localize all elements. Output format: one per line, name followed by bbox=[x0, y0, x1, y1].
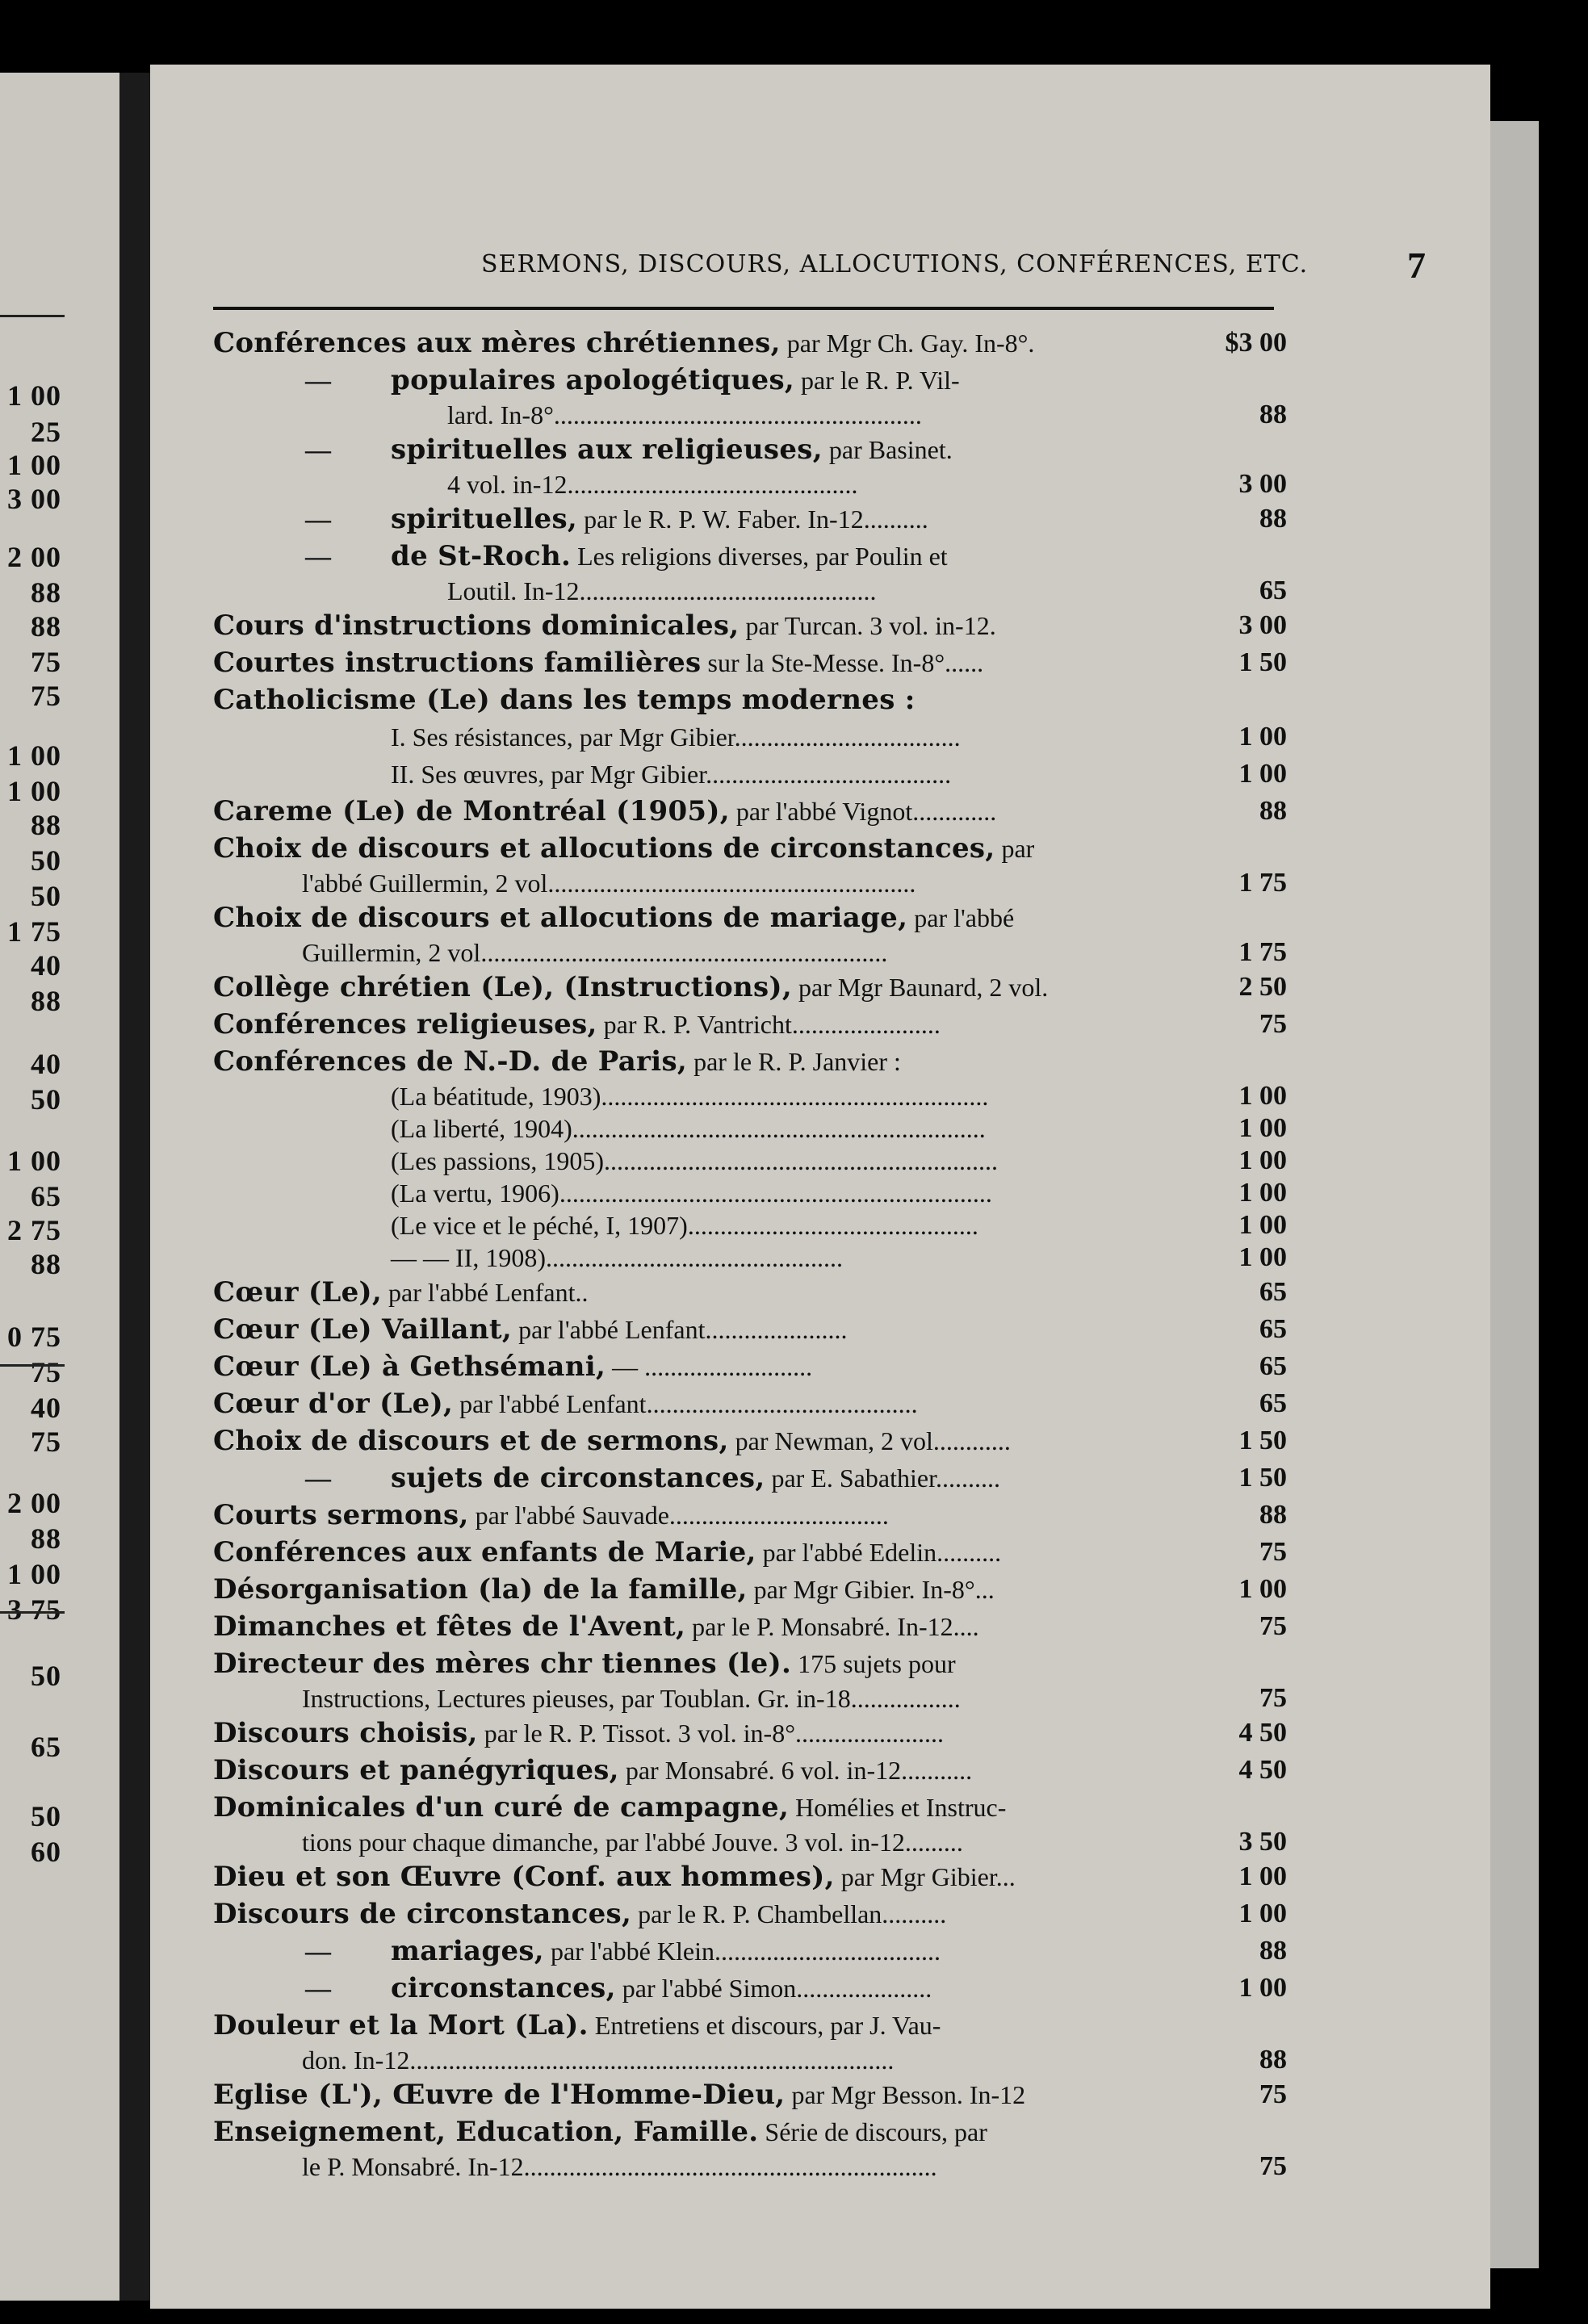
entry-title: Cours d'instructions dominicales, bbox=[213, 609, 740, 642]
catalog-entry bbox=[213, 1895, 1287, 1932]
entry-title: Discours et panégyriques, bbox=[213, 1754, 619, 1786]
entry-title: Collège chrétien (Le), (Instructions), bbox=[213, 971, 792, 1003]
entry-description: par le R. P. Chambellan.......... bbox=[631, 1899, 947, 1928]
entry-title: Choix de discours et allocutions de mariage, bbox=[213, 902, 908, 934]
ditto-dash: — bbox=[305, 435, 331, 464]
entry-description: par l'abbé Vignot............. bbox=[729, 797, 997, 826]
entry-price: 75 bbox=[1259, 1611, 1287, 1641]
left-price: 40 bbox=[31, 949, 61, 982]
catalog-entry bbox=[213, 1534, 1287, 1571]
left-price: 75 bbox=[31, 646, 61, 678]
entry-description: par le R. P. W. Faber. In-12.......... bbox=[577, 505, 928, 534]
left-price: 2 00 bbox=[7, 541, 61, 573]
entry-title: Conférences religieuses, bbox=[213, 1008, 597, 1041]
entry-description: le P. Monsabré. In-12................................................................ bbox=[302, 2152, 937, 2181]
entry-description: (La béatitude, 1903)............................................................ bbox=[391, 1082, 989, 1111]
entry-description: l'abbé Guillermin, 2 vol......................................................... bbox=[302, 869, 916, 898]
entry-title: Courtes instructions familières bbox=[213, 647, 702, 679]
entry-price: 88 bbox=[1259, 2045, 1287, 2075]
entry-description: Guillermin, 2 vol............................................................... bbox=[302, 938, 888, 967]
left-price: 50 bbox=[31, 1800, 61, 1832]
catalog-entry bbox=[213, 644, 1287, 681]
catalog-entry bbox=[213, 1177, 1287, 1209]
left-price: 2 75 bbox=[7, 1214, 61, 1246]
entry-price: 65 bbox=[1259, 1388, 1287, 1418]
ditto-dash: — bbox=[305, 366, 331, 395]
entry-description: (Le vice et le péché, I, 1907)............................................. bbox=[391, 1211, 978, 1240]
left-price: 88 bbox=[31, 1248, 61, 1280]
entry-title: populaires apologétiques, bbox=[391, 364, 795, 396]
entry-price: 88 bbox=[1259, 1500, 1287, 1530]
running-title: SERMONS, DISCOURS, ALLOCUTIONS, CONFÉRENCES, ETC. bbox=[481, 250, 1309, 278]
catalog-entry bbox=[213, 681, 1287, 718]
entry-description: Les religions diverses, par Poulin et bbox=[571, 542, 948, 571]
entry-title: Dominicales d'un curé de campagne, bbox=[213, 1791, 790, 1824]
entry-price: 1 50 bbox=[1238, 1426, 1287, 1455]
entry-title: Cœur (Le), bbox=[213, 1276, 383, 1309]
entry-price: 2 50 bbox=[1238, 972, 1287, 1002]
catalog-entry bbox=[213, 1789, 1287, 1826]
entry-description: par Monsabré. 6 vol. in-12........... bbox=[618, 1756, 973, 1785]
entry-price: 88 bbox=[1259, 1936, 1287, 1966]
entry-description: par Turcan. 3 vol. in-12. bbox=[739, 611, 996, 640]
catalog-entry bbox=[213, 1348, 1287, 1385]
entry-price: 1 50 bbox=[1238, 1463, 1287, 1493]
entry-description: par Mgr Besson. In-12 bbox=[785, 2080, 1026, 2109]
entry-price: 75 bbox=[1259, 2079, 1287, 2109]
catalog-entry bbox=[213, 756, 1287, 793]
entry-title: Dieu et son Œuvre (Conf. aux hommes), bbox=[213, 1861, 835, 1893]
entry-description: par Mgr Ch. Gay. In-8°. bbox=[780, 329, 1035, 358]
entry-description: par le R. P. Janvier : bbox=[687, 1047, 901, 1076]
catalog-entry bbox=[213, 468, 1287, 500]
left-price: 2 00 bbox=[7, 1487, 61, 1519]
entry-price: 75 bbox=[1259, 1537, 1287, 1567]
left-price: 1 00 bbox=[7, 449, 61, 481]
left-price: 40 bbox=[31, 1048, 61, 1080]
entry-description: par l'abbé Klein................................... bbox=[543, 1937, 941, 1966]
entry-title: Cœur (Le) Vaillant, bbox=[213, 1313, 513, 1346]
entry-description: 4 vol. in-12............................................. bbox=[447, 470, 858, 499]
entry-price: 75 bbox=[1259, 2151, 1287, 2181]
entry-description: (La vertu, 1906)................................................................... bbox=[391, 1179, 992, 1208]
entry-description: I. Ses résistances, par Mgr Gibier................................... bbox=[391, 722, 961, 752]
entry-title: Conférences aux mères chrétiennes, bbox=[213, 327, 781, 359]
catalog-entry bbox=[213, 2044, 1287, 2076]
entry-title: Directeur des mères chr tiennes (le). bbox=[213, 1648, 792, 1680]
left-price: 1 00 bbox=[7, 1145, 61, 1177]
catalog-entry bbox=[213, 1274, 1287, 1311]
catalog-entry bbox=[213, 793, 1287, 830]
entry-title: de St-Roch. bbox=[391, 540, 572, 572]
catalog-entry bbox=[213, 718, 1287, 756]
entry-title: circonstances, bbox=[391, 1972, 616, 2004]
left-price: 65 bbox=[31, 1731, 61, 1763]
left-price: 75 bbox=[31, 1426, 61, 1458]
catalog-entry bbox=[213, 1422, 1287, 1459]
entry-description: par l'abbé Sauvade.................................. bbox=[468, 1501, 889, 1530]
catalog-entry bbox=[213, 1043, 1287, 1080]
entry-price: 75 bbox=[1259, 1683, 1287, 1713]
catalog-entry bbox=[213, 1145, 1287, 1177]
entry-description: (Les passions, 1905)............................................................. bbox=[391, 1146, 998, 1175]
entry-title: Conférences aux enfants de Marie, bbox=[213, 1536, 756, 1568]
catalog-entry bbox=[213, 607, 1287, 644]
entry-title: Dimanches et fêtes de l'Avent, bbox=[213, 1610, 686, 1643]
entry-price: 65 bbox=[1259, 1351, 1287, 1381]
catalog-entry bbox=[213, 500, 1287, 538]
entry-description: Entretiens et discours, par J. Vau- bbox=[588, 2011, 941, 2040]
entry-title: Careme (Le) de Montréal (1905), bbox=[213, 795, 730, 827]
left-price: 1 00 bbox=[7, 379, 61, 412]
catalog-entry bbox=[213, 1080, 1287, 1112]
entry-description: 175 sujets pour bbox=[791, 1649, 956, 1678]
catalog-entry bbox=[213, 362, 1287, 399]
entry-description: par Basinet. bbox=[822, 435, 953, 464]
entry-price: 1 00 bbox=[1238, 1081, 1287, 1111]
left-price: 65 bbox=[31, 1180, 61, 1212]
entry-title: Discours de circonstances, bbox=[213, 1898, 632, 1930]
left-price: 50 bbox=[31, 880, 61, 912]
entry-price: 1 00 bbox=[1238, 759, 1287, 789]
catalog-entry bbox=[213, 830, 1287, 867]
entry-description: Série de discours, par bbox=[758, 2117, 987, 2146]
entry-title: sujets de circonstances, bbox=[391, 1462, 765, 1494]
entry-description: par le R. P. Tissot. 3 vol. in-8°....................... bbox=[477, 1719, 944, 1748]
entry-description: — — II, 1908).............................................. bbox=[391, 1243, 843, 1272]
catalog-entry bbox=[213, 1970, 1287, 2007]
entry-title: Cœur d'or (Le), bbox=[213, 1388, 454, 1420]
left-price: 1 00 bbox=[7, 739, 61, 772]
entry-title: Catholicisme (Le) dans les temps modernes : bbox=[213, 684, 916, 716]
catalog-entry bbox=[213, 867, 1287, 899]
catalog-entry bbox=[213, 1311, 1287, 1348]
left-price: 0 75 bbox=[7, 1321, 61, 1353]
entry-description: — .......................... bbox=[605, 1352, 813, 1381]
catalog-entry bbox=[213, 1006, 1287, 1043]
catalog-entry bbox=[213, 1715, 1287, 1752]
catalog-entry bbox=[213, 1682, 1287, 1715]
entry-title: Douleur et la Mort (La). bbox=[213, 2009, 589, 2041]
left-price: 3 75 bbox=[7, 1593, 61, 1626]
left-price: 50 bbox=[31, 1083, 61, 1116]
entry-price: 1 00 bbox=[1238, 1574, 1287, 1604]
entry-price: 65 bbox=[1259, 1314, 1287, 1344]
left-price: 25 bbox=[31, 416, 61, 448]
entry-description: Loutil. In-12.............................................. bbox=[447, 576, 877, 605]
left-price: 88 bbox=[31, 809, 61, 841]
left-price: 88 bbox=[31, 576, 61, 609]
entry-price: 1 00 bbox=[1238, 1861, 1287, 1891]
entry-price: 88 bbox=[1259, 504, 1287, 534]
entry-price: 88 bbox=[1259, 400, 1287, 429]
entry-description: par bbox=[995, 834, 1035, 863]
entry-title: Courts sermons, bbox=[213, 1499, 469, 1531]
entry-description: par le R. P. Vil- bbox=[794, 366, 960, 395]
ditto-dash: — bbox=[305, 1463, 331, 1493]
entry-price: 65 bbox=[1259, 576, 1287, 605]
entry-price: 1 75 bbox=[1238, 937, 1287, 967]
left-price: 88 bbox=[31, 1522, 61, 1555]
entry-description: par l'abbé Lenfant...................... bbox=[512, 1315, 848, 1344]
entry-price: 65 bbox=[1259, 1277, 1287, 1307]
entry-price: 1 00 bbox=[1238, 1113, 1287, 1143]
left-price: 1 00 bbox=[7, 1558, 61, 1590]
left-rule bbox=[0, 1611, 65, 1614]
entry-price: 1 00 bbox=[1238, 1178, 1287, 1208]
entry-price: 1 75 bbox=[1238, 868, 1287, 898]
entry-description: par R. P. Vantricht....................... bbox=[597, 1010, 941, 1039]
entry-price: 1 00 bbox=[1238, 1899, 1287, 1928]
entry-description: par Newman, 2 vol............ bbox=[728, 1426, 1011, 1455]
entry-description: par l'abbé Edelin.......... bbox=[756, 1538, 1002, 1567]
entry-description: par l'abbé bbox=[907, 903, 1015, 932]
entry-title: Choix de discours et allocutions de circonstances, bbox=[213, 832, 995, 865]
ditto-dash: — bbox=[305, 542, 331, 571]
entry-price: 1 00 bbox=[1238, 1242, 1287, 1272]
entry-title: Enseignement, Education, Famille. bbox=[213, 2116, 759, 2148]
left-price: 1 00 bbox=[7, 775, 61, 807]
catalog-entry bbox=[213, 1459, 1287, 1497]
catalog-entry bbox=[213, 2113, 1287, 2150]
entry-description: sur la Ste-Messe. In-8°...... bbox=[701, 648, 984, 677]
entry-title: spirituelles aux religieuses, bbox=[391, 433, 823, 466]
entry-price: 4 50 bbox=[1238, 1755, 1287, 1785]
page-edge bbox=[1490, 121, 1539, 2268]
catalog-entry bbox=[213, 2150, 1287, 2183]
entry-description: par E. Sabathier.......... bbox=[765, 1463, 1000, 1493]
ditto-dash: — bbox=[305, 1974, 331, 2003]
entry-description: par Mgr Gibier. In-8°... bbox=[747, 1575, 995, 1604]
entry-title: Discours choisis, bbox=[213, 1717, 478, 1749]
entry-price: 3 00 bbox=[1238, 610, 1287, 640]
catalog-entry bbox=[213, 325, 1287, 362]
catalog-entry bbox=[213, 1645, 1287, 1682]
entry-price: 1 00 bbox=[1238, 1973, 1287, 2003]
book-gutter bbox=[119, 73, 150, 2301]
entry-description: don. In-12........................................................................... bbox=[302, 2046, 895, 2075]
left-price: 88 bbox=[31, 610, 61, 643]
left-price: 50 bbox=[31, 844, 61, 877]
entry-description: tions pour chaque dimanche, par l'abbé Jouve. 3 vol. in-12......... bbox=[302, 1828, 963, 1857]
entry-description: par le P. Monsabré. In-12.... bbox=[685, 1612, 979, 1641]
catalog-entry bbox=[213, 969, 1287, 1006]
entry-description: II. Ses œuvres, par Mgr Gibier...................................... bbox=[391, 760, 952, 789]
entry-title: mariages, bbox=[391, 1935, 544, 1967]
entry-price: 1 50 bbox=[1238, 647, 1287, 677]
catalog-entry bbox=[213, 1826, 1287, 1858]
header-rule bbox=[213, 307, 1274, 310]
catalog-entry bbox=[213, 2007, 1287, 2044]
entry-description: par l'abbé Lenfant.. bbox=[382, 1278, 589, 1307]
page-number: 7 bbox=[1407, 245, 1426, 286]
catalog-entry bbox=[213, 936, 1287, 969]
left-price: 75 bbox=[31, 680, 61, 712]
entry-title: Eglise (L'), Œuvre de l'Homme-Dieu, bbox=[213, 2079, 786, 2111]
catalog-entry bbox=[213, 1858, 1287, 1895]
catalog-page bbox=[150, 65, 1490, 2309]
catalog-entry bbox=[213, 2076, 1287, 2113]
entry-description: lard. In-8°......................................................... bbox=[447, 400, 922, 429]
entry-price: 1 00 bbox=[1238, 722, 1287, 752]
ditto-dash: — bbox=[305, 1937, 331, 1966]
catalog-entry bbox=[213, 1242, 1287, 1274]
catalog-entry bbox=[213, 538, 1287, 575]
entry-price: 4 50 bbox=[1238, 1718, 1287, 1748]
left-page-fragment bbox=[0, 73, 119, 2301]
left-price: 1 75 bbox=[7, 915, 61, 948]
catalog-entry bbox=[213, 1608, 1287, 1645]
left-price: 88 bbox=[31, 985, 61, 1017]
catalog-entry bbox=[213, 1752, 1287, 1789]
entry-description: (La liberté, 1904)................................................................ bbox=[391, 1114, 986, 1143]
ditto-dash: — bbox=[305, 505, 331, 534]
left-price: 50 bbox=[31, 1660, 61, 1692]
catalog-entry bbox=[213, 1932, 1287, 1970]
entry-description: par Mgr Baunard, 2 vol. bbox=[791, 973, 1049, 1002]
left-price: 3 00 bbox=[7, 483, 61, 515]
catalog-entry bbox=[213, 399, 1287, 431]
catalog-entry bbox=[213, 1112, 1287, 1145]
entry-title: Conférences de N.-D. de Paris, bbox=[213, 1045, 688, 1078]
entry-title: spirituelles, bbox=[391, 503, 578, 535]
entry-price: 3 50 bbox=[1238, 1827, 1287, 1857]
left-price: 40 bbox=[31, 1392, 61, 1424]
entry-title: Cœur (Le) à Gethsémani, bbox=[213, 1350, 606, 1383]
catalog-entry bbox=[213, 1571, 1287, 1608]
catalog-entry bbox=[213, 575, 1287, 607]
catalog-entries bbox=[213, 325, 1287, 2183]
entry-description: par l'abbé Lenfant.......................................... bbox=[453, 1389, 918, 1418]
catalog-entry bbox=[213, 431, 1287, 468]
catalog-entry bbox=[213, 1497, 1287, 1534]
entry-title: Choix de discours et de sermons, bbox=[213, 1425, 729, 1457]
catalog-entry bbox=[213, 899, 1287, 936]
left-price: 75 bbox=[31, 1356, 61, 1388]
left-rule bbox=[0, 315, 65, 317]
entry-price: 75 bbox=[1259, 1009, 1287, 1039]
entry-description: Homélies et Instruc- bbox=[789, 1793, 1007, 1822]
entry-description: par l'abbé Simon..................... bbox=[615, 1974, 932, 2003]
entry-description: Instructions, Lectures pieuses, par Toublan. Gr. in-18................. bbox=[302, 1684, 961, 1713]
entry-description: par Mgr Gibier... bbox=[834, 1862, 1016, 1891]
left-rule bbox=[0, 1364, 65, 1367]
entry-price: 1 00 bbox=[1238, 1145, 1287, 1175]
entry-price: 3 00 bbox=[1238, 469, 1287, 499]
catalog-entry bbox=[213, 1209, 1287, 1242]
entry-price: $3 00 bbox=[1225, 328, 1287, 358]
catalog-entry bbox=[213, 1385, 1287, 1422]
left-price: 60 bbox=[31, 1836, 61, 1868]
entry-title: Désorganisation (la) de la famille, bbox=[213, 1573, 748, 1606]
entry-price: 1 00 bbox=[1238, 1210, 1287, 1240]
page-header bbox=[328, 245, 1426, 299]
entry-price: 88 bbox=[1259, 796, 1287, 826]
